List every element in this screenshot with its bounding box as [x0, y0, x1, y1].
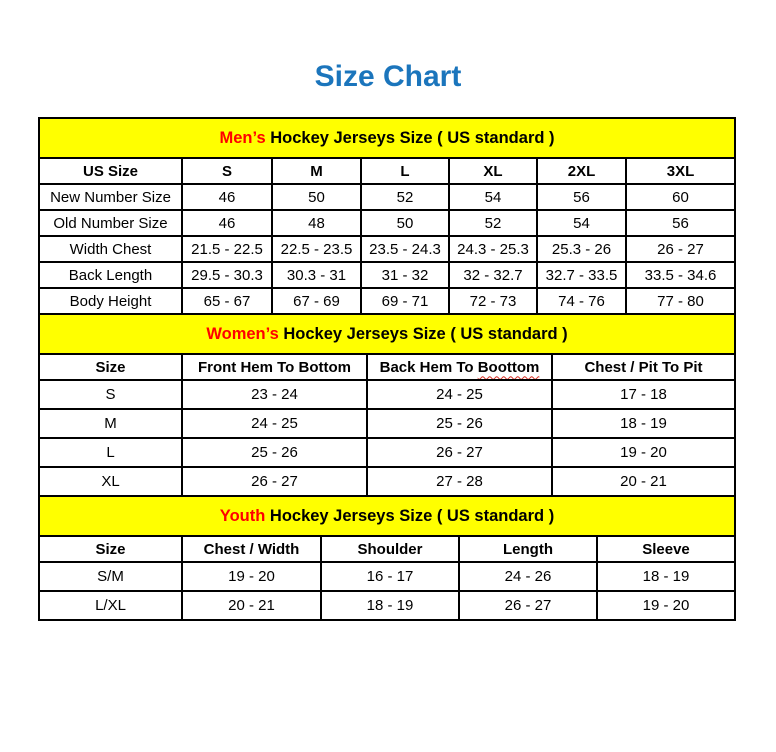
mens-section-header-row [39, 118, 735, 158]
mens-column-header-row [39, 158, 735, 184]
size-value: 54 [449, 184, 537, 210]
misspelled-word: Boottom [477, 358, 540, 376]
column-header: XL [449, 158, 537, 184]
row-label: Width Chest [39, 236, 182, 262]
size-value: 23 - 24 [182, 380, 367, 409]
column-header: Chest / Width [182, 536, 321, 562]
size-value: 77 - 80 [626, 288, 735, 314]
womens-section-highlight: Women’s [206, 324, 279, 343]
column-header: L [361, 158, 449, 184]
size-value: 32 - 32.7 [449, 262, 537, 288]
size-value: 69 - 71 [361, 288, 449, 314]
page [0, 60, 776, 752]
column-header: Front Hem To Bottom [182, 354, 367, 380]
size-value: 22.5 - 23.5 [272, 236, 361, 262]
column-header: 2XL [537, 158, 626, 184]
youth-section-highlight: Youth [219, 506, 266, 525]
row-label: Back Length [39, 262, 182, 288]
column-header: Shoulder [321, 536, 459, 562]
size-value: 26 - 27 [626, 236, 735, 262]
size-value: 20 - 21 [552, 467, 735, 496]
table-row [39, 288, 735, 314]
size-value: 24.3 - 25.3 [449, 236, 537, 262]
size-value: 56 [626, 210, 735, 236]
size-value: 52 [449, 210, 537, 236]
womens-size-table [38, 313, 736, 497]
column-header: M [272, 158, 361, 184]
size-value: 24 - 25 [182, 409, 367, 438]
size-value: 25.3 - 26 [537, 236, 626, 262]
size-value: 33.5 - 34.6 [626, 262, 735, 288]
youth-section-header-row [39, 496, 735, 536]
size-value: 26 - 27 [182, 467, 367, 496]
size-value: 29.5 - 30.3 [182, 262, 272, 288]
size-value: 24 - 26 [459, 562, 597, 591]
youth-size-table [38, 495, 736, 621]
column-header: Length [459, 536, 597, 562]
size-value: 24 - 25 [367, 380, 552, 409]
size-value: 25 - 26 [367, 409, 552, 438]
size-value: 48 [272, 210, 361, 236]
row-label: L/XL [39, 591, 182, 620]
mens-section-header-text: Hockey Jerseys Size ( US standard ) [265, 128, 555, 147]
column-header [367, 354, 552, 380]
size-value: 30.3 - 31 [272, 262, 361, 288]
womens-section-header [39, 314, 735, 354]
size-value: 46 [182, 210, 272, 236]
size-value: 26 - 27 [459, 591, 597, 620]
row-label: Body Height [39, 288, 182, 314]
column-header-text: Back Hem To [379, 358, 478, 376]
size-value: 50 [361, 210, 449, 236]
column-header: Sleeve [597, 536, 735, 562]
table-row [39, 467, 735, 496]
size-value: 21.5 - 22.5 [182, 236, 272, 262]
size-chart [38, 117, 734, 621]
womens-section-header-text: Hockey Jerseys Size ( US standard ) [278, 324, 568, 343]
size-value: 26 - 27 [367, 438, 552, 467]
size-value: 60 [626, 184, 735, 210]
table-row [39, 409, 735, 438]
size-value: 27 - 28 [367, 467, 552, 496]
column-header: 3XL [626, 158, 735, 184]
row-label: L [39, 438, 182, 467]
row-label: New Number Size [39, 184, 182, 210]
size-value: 20 - 21 [182, 591, 321, 620]
column-header: Size [39, 354, 182, 380]
mens-section-highlight: Men’s [219, 128, 266, 147]
size-value: 65 - 67 [182, 288, 272, 314]
size-value: 18 - 19 [552, 409, 735, 438]
column-header: Size [39, 536, 182, 562]
womens-column-header-row [39, 354, 735, 380]
table-row [39, 380, 735, 409]
youth-column-header-row [39, 536, 735, 562]
column-header: US Size [39, 158, 182, 184]
row-label: S [39, 380, 182, 409]
size-value: 25 - 26 [182, 438, 367, 467]
column-header: Chest / Pit To Pit [552, 354, 735, 380]
size-value: 74 - 76 [537, 288, 626, 314]
size-value: 56 [537, 184, 626, 210]
mens-size-table [38, 117, 736, 315]
table-row [39, 562, 735, 591]
row-label: S/M [39, 562, 182, 591]
size-value: 31 - 32 [361, 262, 449, 288]
size-value: 18 - 19 [597, 562, 735, 591]
size-value: 50 [272, 184, 361, 210]
table-row [39, 591, 735, 620]
page-title: Size Chart [314, 60, 462, 93]
size-value: 72 - 73 [449, 288, 537, 314]
table-row [39, 184, 735, 210]
size-value: 54 [537, 210, 626, 236]
size-value: 46 [182, 184, 272, 210]
table-row [39, 210, 735, 236]
size-value: 19 - 20 [182, 562, 321, 591]
row-label: XL [39, 467, 182, 496]
youth-section-header-text: Hockey Jerseys Size ( US standard ) [265, 506, 555, 525]
column-header: S [182, 158, 272, 184]
row-label: M [39, 409, 182, 438]
size-value: 23.5 - 24.3 [361, 236, 449, 262]
size-value: 17 - 18 [552, 380, 735, 409]
mens-section-header [39, 118, 735, 158]
youth-section-header [39, 496, 735, 536]
size-value: 52 [361, 184, 449, 210]
size-value: 19 - 20 [597, 591, 735, 620]
womens-section-header-row [39, 314, 735, 354]
size-value: 19 - 20 [552, 438, 735, 467]
size-value: 32.7 - 33.5 [537, 262, 626, 288]
size-value: 67 - 69 [272, 288, 361, 314]
size-value: 16 - 17 [321, 562, 459, 591]
table-row [39, 438, 735, 467]
table-row [39, 262, 735, 288]
row-label: Old Number Size [39, 210, 182, 236]
size-value: 18 - 19 [321, 591, 459, 620]
table-row [39, 236, 735, 262]
